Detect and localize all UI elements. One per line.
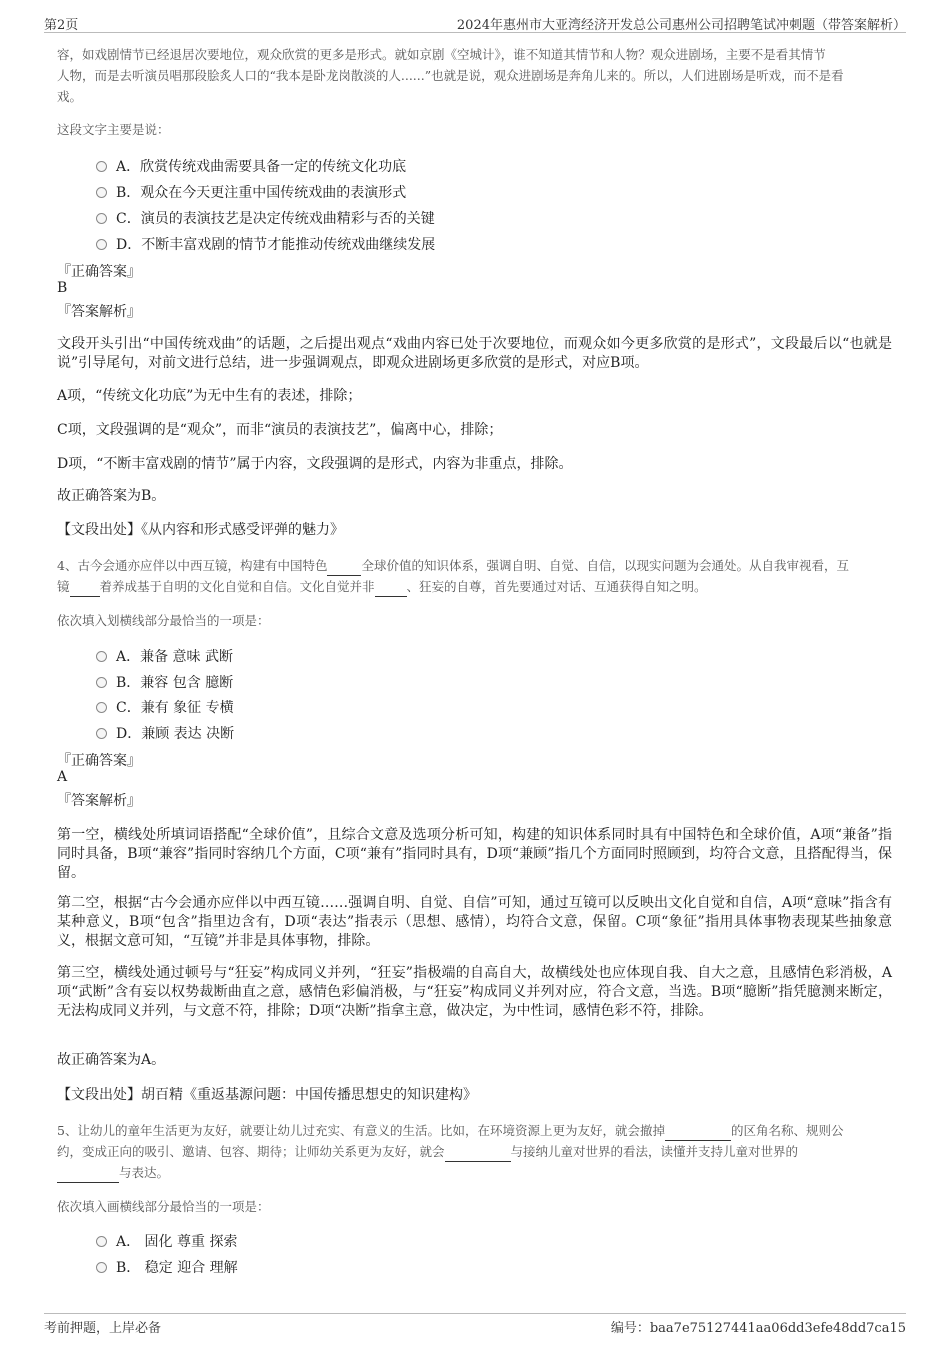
q3-prompt: 这段文字主要是说： <box>57 122 170 137</box>
page-footer <box>44 1313 906 1338</box>
q4-analysis-label: 『答案解析』 <box>57 793 141 809</box>
q3-passage <box>57 44 897 107</box>
q4-analysis-para: 第二空，根据“古今会通亦应伴以中西互镜……强调自明、自觉、自信”可知，通过互镜可以反映出文化自觉和自信，A项“意味”指含有某种意义，B项“包含”指里边含有，D项“表达”指表示（思想、感情），均符合文意，保留。C项“象征”指用具体事物表现某些抽象意义，根据文意可知，“互镜”并非是具体事物，排除。 <box>57 895 892 949</box>
radio-icon[interactable] <box>96 161 107 172</box>
footer-slogan: 考前押题，上岸必备 <box>44 1321 162 1336</box>
radio-icon[interactable] <box>96 677 107 688</box>
page-number: 第2页 <box>44 18 79 33</box>
document-id: 编号：baa7e75127441aa06dd3efe48dd7ca15 <box>610 1321 906 1336</box>
q3-analysis-para: D项，“不断丰富戏剧的情节”属于内容，文段强调的是形式，内容为非重点，排除。 <box>57 456 573 472</box>
radio-icon[interactable] <box>96 1236 107 1247</box>
q4-option-a[interactable]: A．兼备 意味 武断 <box>96 646 233 666</box>
q4-option-b[interactable]: B．兼容 包含 臆断 <box>96 672 233 692</box>
radio-icon[interactable] <box>96 1262 107 1273</box>
q3-source: 【文段出处】《从内容和形式感受评弹的魅力》 <box>57 522 344 538</box>
q3-passage-line: 容，如戏剧情节已经退居次要地位，观众欣赏的更多是形式。就如京剧《空城计》，谁不知道其情节和人物？观众进剧场，主要不是看其情节 <box>57 47 826 62</box>
q3-analysis-para: C项，文段强调的是“观众”，而非“演员的表演技艺”，偏离中心，排除； <box>57 422 503 438</box>
blank-line[interactable] <box>665 1126 731 1141</box>
q4-option-d[interactable]: D．兼顾 表达 决断 <box>96 723 234 743</box>
q3-passage-line: 人物，而是去听演员唱那段脍炙人口的“我本是卧龙岗散淡的人......”也就是说，观众进剧场是奔角儿来的。所以，人们进剧场是听戏，而不是看 <box>57 68 844 83</box>
q5-option-b[interactable]: B． 稳定 迎合 理解 <box>96 1257 238 1277</box>
q3-passage-line: 戏。 <box>57 89 83 104</box>
q4-answer: A <box>57 769 68 785</box>
radio-icon[interactable] <box>96 728 107 739</box>
q5-stem: 5、让幼儿的童年生活更为友好，就要让幼儿过充实、有意义的生活。比如，在环境资源上更为友好，就会撤掉 的区角名称、规则公 约，变成正向的吸引、邀请、包容、期待；让师幼关系更为友好，就会 与接纳儿童对世界的看法，读懂并支持儿童对世界的 与表达。 <box>57 1120 897 1183</box>
document-title: 2024年惠州市大亚湾经济开发总公司惠州公司招聘笔试冲刺题（带答案解析） <box>456 18 906 33</box>
q3-option-c[interactable]: C．演员的表演技艺是决定传统戏曲精彩与否的关键 <box>96 208 435 228</box>
q4-prompt: 依次填入划横线部分最恰当的一项是： <box>57 613 270 628</box>
q4-answer-label: 『正确答案』 <box>57 753 141 769</box>
q3-analysis-label: 『答案解析』 <box>57 304 141 320</box>
q5-prompt: 依次填入画横线部分最恰当的一项是： <box>57 1199 270 1214</box>
q3-analysis-para: 文段开头引出“中国传统戏曲”的话题，之后提出观点“戏曲内容已处于次要地位，而观众如今更多欣赏的是形式”，文段最后以“也就是说”引导尾句，对前文进行总结，进一步强调观点，即观众进剧场更多欣赏的是形式，对应B项。 <box>57 336 892 371</box>
q3-analysis-para: 故正确答案为B。 <box>57 488 166 504</box>
q4-analysis-para: 第一空，横线处所填词语搭配“全球价值”，且综合文意及选项分析可知，构建的知识体系同时具有中国特色和全球价值，A项“兼备”指同时具备，B项“兼容”指同时容纳几个方面，C项“兼有”指同时具有，D项“兼顾”指几个方面同时照顾到，均符合文意，且搭配得当，保留。 <box>57 827 892 881</box>
radio-icon[interactable] <box>96 702 107 713</box>
radio-icon[interactable] <box>96 187 107 198</box>
q4-source: 【文段出处】胡百精《重返基源问题：中国传播思想史的知识建构》 <box>57 1087 477 1103</box>
blank-line[interactable] <box>327 561 361 576</box>
q3-answer: B <box>57 280 68 296</box>
blank-line[interactable] <box>57 1168 119 1183</box>
blank-line[interactable] <box>445 1147 511 1162</box>
radio-icon[interactable] <box>96 239 107 250</box>
q4-analysis-para: 故正确答案为A。 <box>57 1052 166 1068</box>
blank-line[interactable] <box>70 582 100 597</box>
blank-line[interactable] <box>375 582 407 597</box>
q3-analysis-para: A项，“传统文化功底”为无中生有的表述，排除； <box>57 388 362 404</box>
q3-option-d[interactable]: D．不断丰富戏剧的情节才能推动传统戏曲继续发展 <box>96 234 435 254</box>
q4-option-c[interactable]: C．兼有 象征 专横 <box>96 697 234 717</box>
q4-stem: 4、古今会通亦应伴以中西互镜，构建有中国特色 全球价值的知识体系，强调自明、自觉、自信，以现实问题为会通处。从自我审视看，互 镜 着养成基于自明的文化自觉和自信。文化自觉并非 、狂妄的自尊，首先要通过对话、互通获得自知之明。 <box>57 555 897 597</box>
q4-analysis-para: 第三空，横线处通过顿号与“狂妄”构成同义并列，“狂妄”指极端的自高自大，故横线处也应体现自我、自大之意，且感情色彩消极，A项“武断”含有妄以权势裁断曲直之意，感情色彩偏消极，与“狂妄”构成同义并列对应，符合文意，当选。B项“臆断”指凭臆测来断定，无法构成同义并列，与文意不符，排除；D项“决断”指拿主意，做决定，为中性词，感情色彩不符，排除。 <box>57 965 892 1019</box>
q3-option-b[interactable]: B．观众在今天更注重中国传统戏曲的表演形式 <box>96 182 406 202</box>
page-header <box>44 10 906 33</box>
q3-option-a[interactable]: A．欣赏传统戏曲需要具备一定的传统文化功底 <box>96 156 406 176</box>
radio-icon[interactable] <box>96 213 107 224</box>
q3-answer-label: 『正确答案』 <box>57 264 141 280</box>
q5-option-a[interactable]: A． 固化 尊重 探索 <box>96 1231 237 1251</box>
radio-icon[interactable] <box>96 651 107 662</box>
